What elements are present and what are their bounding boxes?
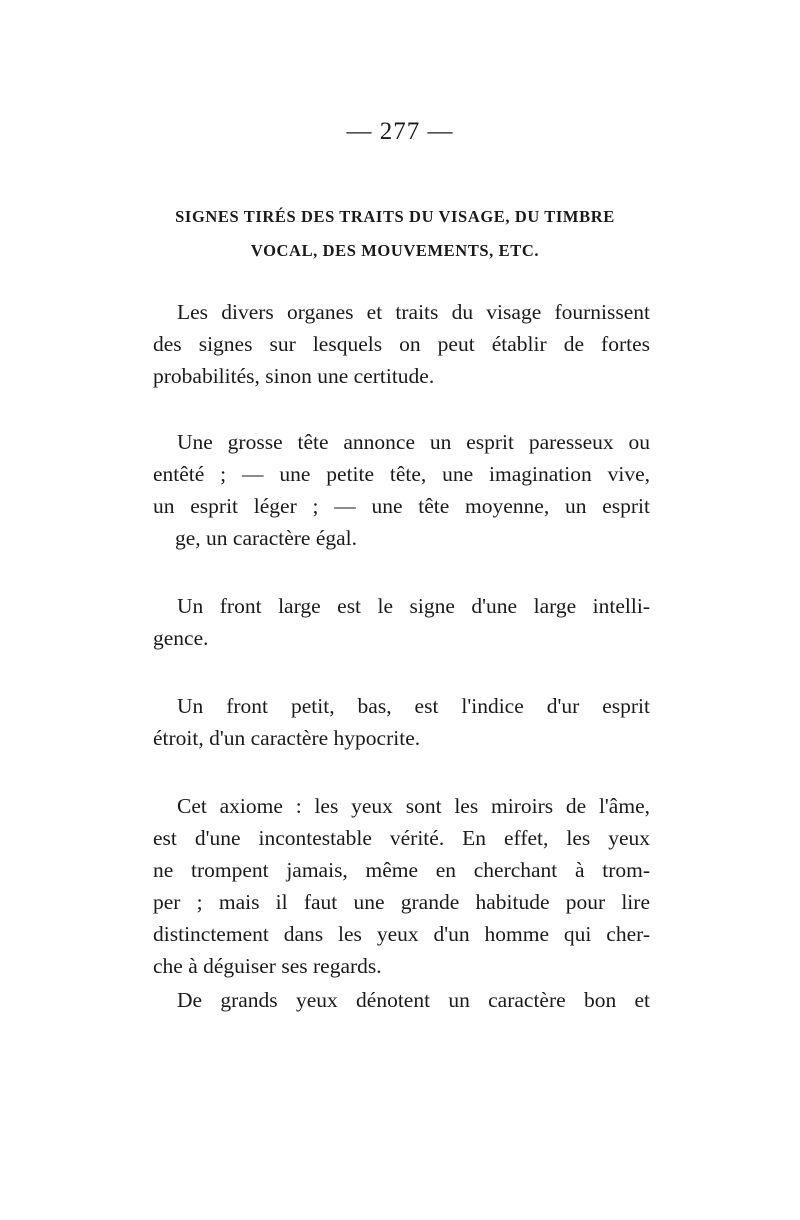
- text-line: distinctement dans les yeux d'un homme qui cher-: [153, 922, 650, 946]
- text-line: ne trompent jamais, même en cherchant à trom-: [153, 858, 650, 882]
- paragraph-4: [153, 690, 650, 754]
- text-line: entêté ; — une petite tête, une imagination vive,: [153, 462, 650, 486]
- text-line: Les divers organes et traits du visage fournissent: [177, 300, 650, 324]
- text-line: des signes sur lesquels on peut établir de fortes: [153, 332, 650, 356]
- text-line: gence.: [153, 626, 209, 650]
- text-line: un esprit léger ; — une tête moyenne, un esprit: [153, 494, 650, 518]
- paragraph-1: [153, 296, 650, 392]
- section-heading-line-2: VOCAL, DES MOUVEMENTS, ETC.: [250, 241, 540, 260]
- text-line: probabilités, sinon une certitude.: [153, 364, 435, 388]
- section-heading-line-1: SIGNES TIRÉS DES TRAITS DU VISAGE, DU TIMBRE: [175, 207, 615, 226]
- page-number: — 277 —: [346, 118, 454, 145]
- text-line: Un front large est le signe d'une large intelli-: [177, 594, 650, 618]
- paragraph-3: [153, 590, 650, 654]
- text-line: De grands yeux dénotent un caractère bon et: [177, 988, 650, 1012]
- text-line: che à déguiser ses regards.: [153, 954, 382, 978]
- text-line: ge, un caractère égal.: [175, 526, 358, 550]
- paragraph-5: [153, 790, 650, 982]
- text-line: Un front petit, bas, est l'indice d'ur esprit: [177, 694, 650, 718]
- text-line: étroit, d'un caractère hypocrite.: [153, 726, 421, 750]
- paragraph-6: [153, 984, 650, 1016]
- section-heading: [135, 200, 655, 268]
- text-line: est d'une incontestable vérité. En effet, les yeux: [153, 826, 650, 850]
- text-line: Une grosse tête annonce un esprit paresseux ou: [177, 430, 650, 454]
- paragraph-2: [153, 426, 650, 554]
- text-line: per ; mais il faut une grande habitude pour lire: [153, 890, 650, 914]
- text-line: Cet axiome : les yeux sont les miroirs de l'âme,: [177, 794, 650, 818]
